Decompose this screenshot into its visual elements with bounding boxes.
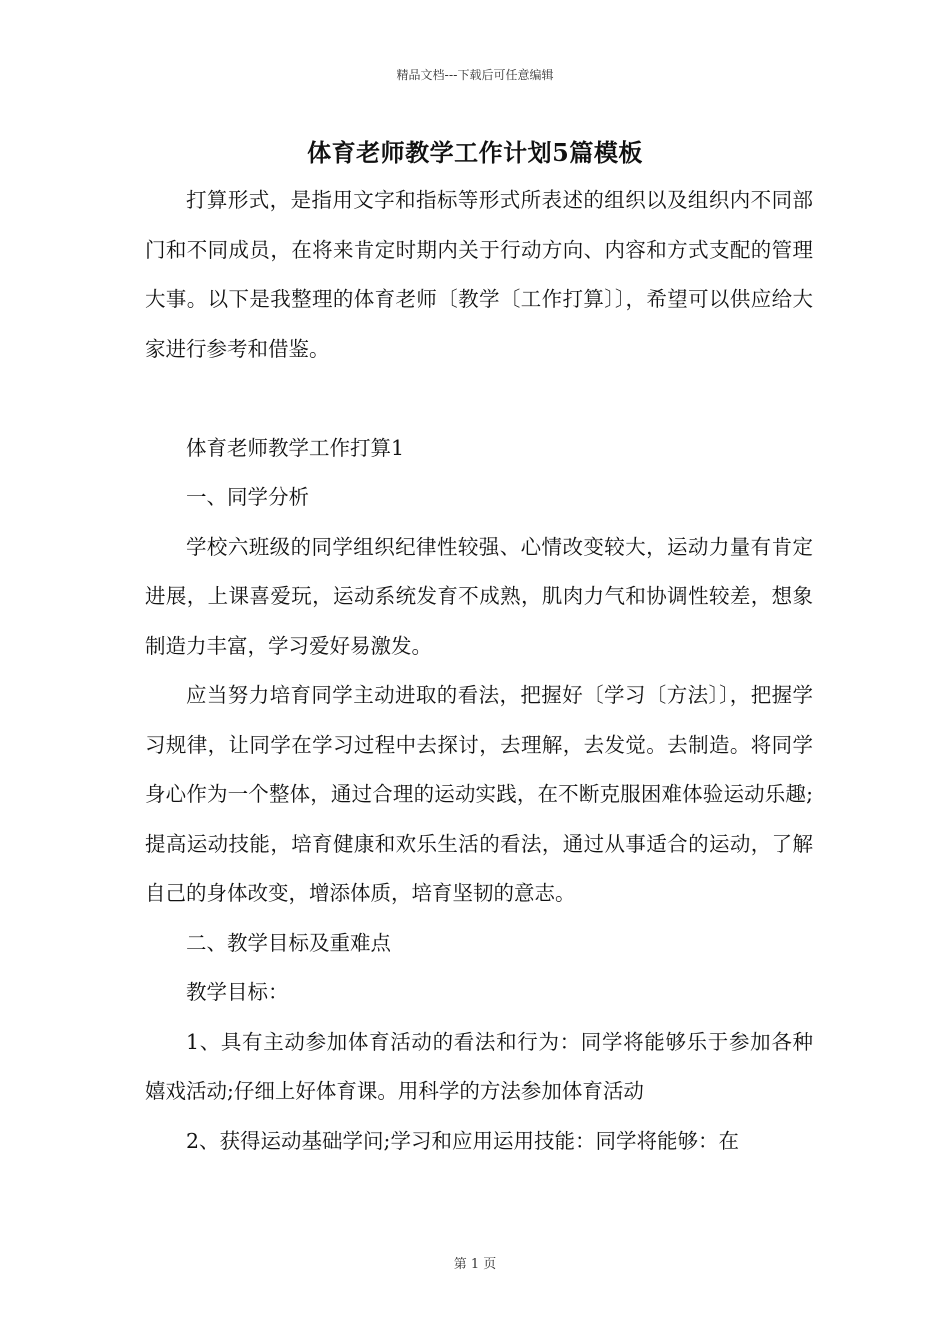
- document-title: 体育老师教学工作计划5篇模板: [307, 138, 643, 167]
- page-number: 第 1 页: [453, 1257, 497, 1272]
- document-body: [145, 176, 813, 1166]
- body-paragraph: 学校六班级的同学组织纪律性较强、心情改变较大，运动力量有肯定进展，上课喜爱玩，运动系统发育不成熟，肌肉力气和协调性较差，想象制造力丰富，学习爱好易激发。: [145, 534, 813, 658]
- subsection-heading: 二、教学目标及重难点: [186, 930, 391, 955]
- body-paragraph: 教学目标：: [186, 980, 289, 1004]
- body-paragraph: 2、获得运动基础学问;学习和应用运用技能：同学将能够：在: [186, 1128, 739, 1153]
- intro-paragraph: 打算形式，是指用文字和指标等形式所表述的组织以及组织内不同部门和不同成员，在将来肯定时期内关于行动方向、内容和方式支配的管理大事。以下是我整理的体育老师〔教学〔工作打算〕〕，希望可以供应给大家进行参考和借鉴。: [145, 188, 813, 361]
- subsection-heading: 一、同学分析: [186, 485, 309, 509]
- body-paragraph: 1、具有主动参加体育活动的看法和行为：同学将能够乐于参加各种嬉戏活动;仔细上好体育课。用科学的方法参加体育活动: [145, 1029, 813, 1103]
- header-note: 精品文档---下载后可任意编辑: [396, 68, 554, 82]
- section-heading: 体育老师教学工作打算1: [186, 435, 405, 460]
- body-paragraph: 应当努力培育同学主动进取的看法，把握好〔学习〔方法〕〕，把握学习规律，让同学在学习过程中去探讨，去理解，去发觉。去制造。将同学身心作为一个整体，通过合理的运动实践，在不断克服困难体验运动乐趣;提高运动技能，培育健康和欢乐生活的看法，通过从事适合的运动，了解自己的身体改变，增添体质，培育坚韧的意志。: [145, 683, 813, 905]
